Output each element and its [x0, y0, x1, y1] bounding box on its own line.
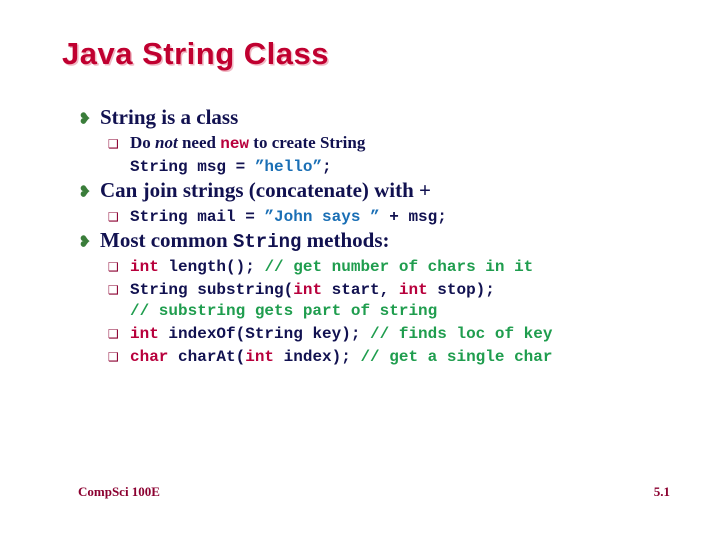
text-most-common: Most common — [100, 228, 233, 252]
keyword-char: char — [130, 348, 169, 366]
code-substring-signature: String substring( — [130, 281, 294, 299]
code-string-mail-assign: String mail = — [130, 208, 265, 226]
bullet-level2-substring-method — [108, 279, 698, 299]
code-semicolon: ; — [322, 158, 332, 176]
code-param-index: index); — [274, 348, 361, 366]
text-to-create-string: to create String — [249, 133, 366, 152]
bullet-level2-mail-concat — [108, 206, 698, 226]
square-bullet-icon: ❑ — [108, 283, 119, 297]
square-bullet-icon: ❑ — [108, 210, 119, 224]
slide-body — [78, 103, 698, 368]
text-need: need — [177, 133, 221, 152]
code-param-stop: stop); — [427, 281, 495, 299]
comment-get-number-of-chars: // get number of chars in it — [264, 258, 534, 276]
comment-finds-loc-of-key: // finds loc of key — [370, 325, 553, 343]
bullet-level2-charat-method — [108, 346, 698, 366]
keyword-int-index: int — [245, 348, 275, 366]
code-charat-call: charAt( — [168, 348, 246, 366]
code-plus-msg: + msg; — [379, 208, 447, 226]
bullet-level2-length-method — [108, 256, 698, 276]
code-indexof-call: indexOf(String key); — [158, 325, 371, 343]
square-bullet-icon: ❑ — [108, 137, 119, 151]
keyword-int: int — [130, 258, 159, 276]
keyword-new: new — [220, 135, 250, 153]
keyword-int-stop: int — [398, 281, 428, 299]
bullet-level2-label — [130, 133, 365, 153]
bullet-level1-label — [100, 228, 390, 253]
heart-bullet-icon: ❥ — [78, 232, 92, 251]
code-type-string: String — [232, 231, 302, 253]
text-not-italic: not — [155, 133, 178, 152]
page-title: Java String Class — [62, 36, 329, 71]
code-string-literal-john-says: ”John says ” — [264, 208, 380, 226]
bullet-level2-label — [130, 279, 495, 299]
bullet-level1-concatenate — [78, 178, 698, 203]
text-do: Do — [130, 133, 156, 152]
comment-substring-gets-part: // substring gets part of string — [130, 302, 438, 320]
square-bullet-icon: ❑ — [108, 350, 119, 364]
square-bullet-icon: ❑ — [108, 327, 119, 341]
bullet-level2-indexof-method — [108, 323, 698, 343]
bullet-level2-label — [130, 256, 533, 276]
code-param-start: start, — [322, 281, 399, 299]
keyword-int-start: int — [293, 281, 323, 299]
heart-bullet-icon: ❥ — [78, 109, 92, 128]
bullet-level2-label — [130, 206, 447, 226]
code-line-declare-msg — [130, 156, 698, 176]
heart-bullet-icon: ❥ — [78, 182, 92, 201]
bullet-level1-string-is-a-class — [78, 105, 698, 130]
footer-course-label: CompSci 100E — [78, 484, 160, 499]
bullet-level2-label — [130, 323, 552, 343]
keyword-int: int — [130, 325, 159, 343]
square-bullet-icon: ❑ — [108, 260, 119, 274]
footer-slide-number: 5.1 — [653, 484, 670, 499]
bullet-level2-label — [130, 346, 552, 366]
code-string-msg-assign: String msg = — [130, 158, 255, 176]
code-length-call: length(); — [158, 258, 265, 276]
bullet-level1-common-methods — [78, 228, 698, 253]
bullet-level1-label: String is a class — [100, 105, 239, 129]
bullet-level1-label: Can join strings (concatenate) with + — [100, 178, 432, 202]
comment-get-a-single-char: // get a single char — [360, 348, 553, 366]
text-methods: methods: — [301, 228, 390, 252]
bullet-level2-no-new — [108, 133, 698, 153]
code-string-literal-hello: ”hello” — [254, 158, 323, 176]
